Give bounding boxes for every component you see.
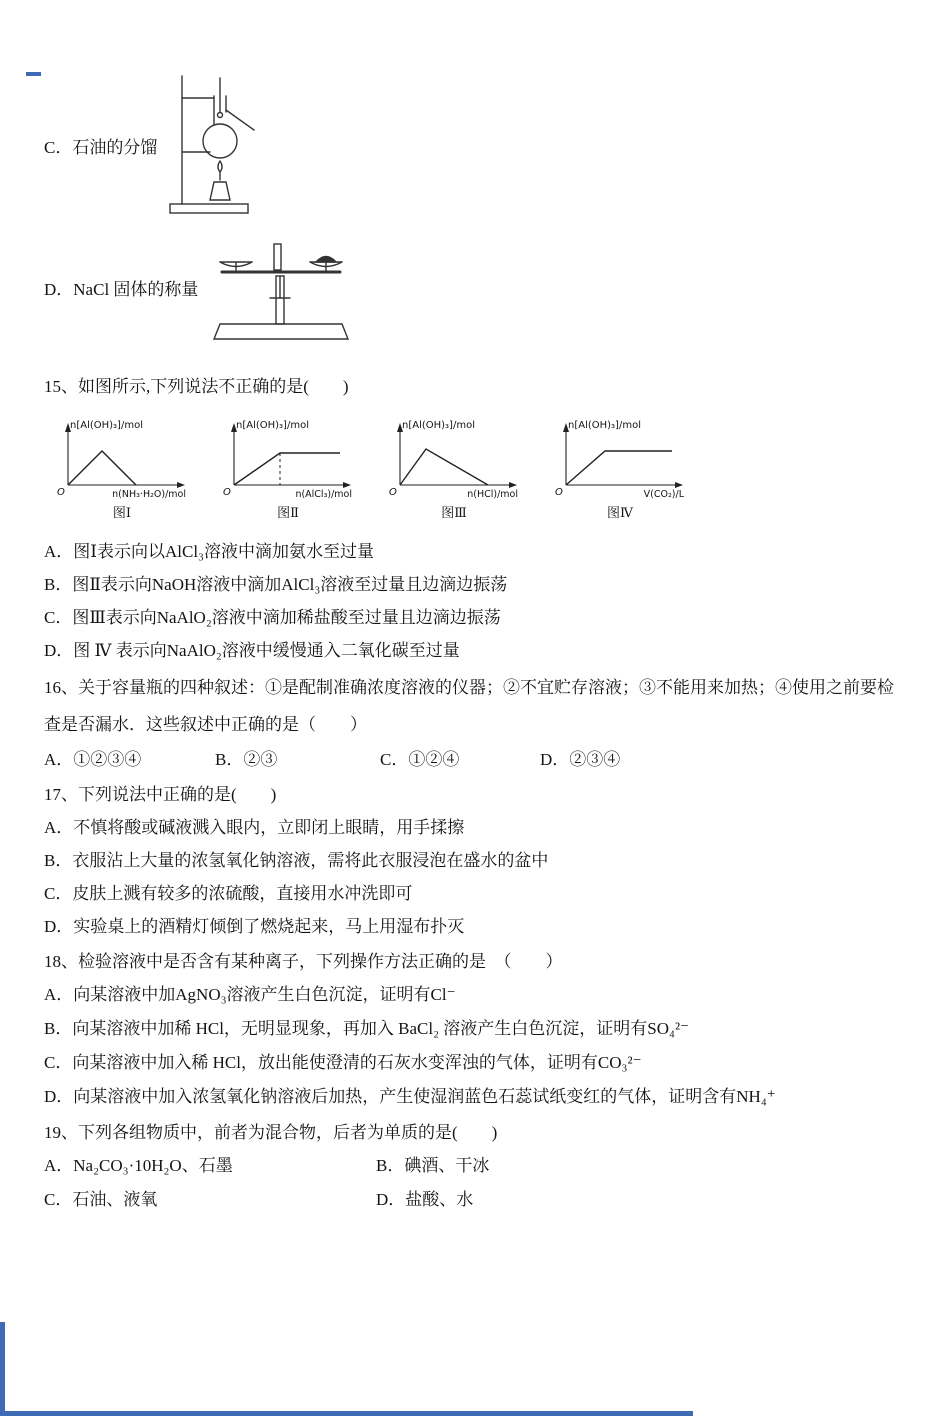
graph-4-ylabel: n[Al(OH)₃]/mol <box>568 420 641 431</box>
question-18-option-a: A．向某溶液中加AgNO₃溶液产生白色沉淀，证明有Cl⁻ <box>44 985 456 1004</box>
graph-1-xlabel: n(NH₃·H₂O)/mol <box>112 489 186 500</box>
question-15-option-d: D．图 Ⅳ 表示向NaAlO₂溶液中缓慢通入二氧化碳至过量 <box>44 641 460 660</box>
graph-1-curve <box>68 451 136 485</box>
distillation-apparatus-figure <box>166 72 262 222</box>
graph-3-origin: O <box>389 487 397 498</box>
page-border-top-dash <box>26 72 41 76</box>
option-c-label: C．石油的分馏 <box>44 137 158 157</box>
question-15-option-c: C．图Ⅲ表示向NaAlO₂溶液中滴加稀盐酸至过量且边滴边振荡 <box>44 608 501 627</box>
graph-3-curve <box>400 449 488 485</box>
option-d-label: D．NaCl 固体的称量 <box>44 279 199 299</box>
question-15-graphs <box>52 417 902 521</box>
graph-figure-3 <box>384 417 524 521</box>
question-16-option-a: A．①②③④ <box>44 750 142 769</box>
graph-2-xlabel: n(AlCl₃)/mol <box>295 489 352 500</box>
graph-4-xlabel: V(CO₂)/L <box>643 489 684 500</box>
question-18-option-c: C．向某溶液中加入稀 HCl，放出能使澄清的石灰水变浑浊的气体，证明有CO₃²⁻ <box>44 1053 642 1072</box>
question-17-option-b: B．衣服沾上大量的浓氢氧化钠溶液，需将此衣服浸泡在盛水的盆中 <box>44 851 549 870</box>
question-16-stem: 16、关于容量瓶的四种叙述：①是配制准确浓度溶液的仪器；②不宜贮存溶液；③不能用来加热；④使用之前要检查是否漏水．这些叙述中正确的是（ ） <box>44 678 894 734</box>
graph-3-ylabel: n[Al(OH)₃]/mol <box>402 420 475 431</box>
question-18-option-d: D．向某溶液中加入浓氢氧化钠溶液后加热，产生使湿润蓝色石蕊试纸变红的气体，证明含有NH₄⁺ <box>44 1087 776 1106</box>
question-17-option-c: C．皮肤上溅有较多的浓硫酸，直接用水冲洗即可 <box>44 884 413 903</box>
option-d-figure-row <box>44 236 902 342</box>
exam-page <box>0 72 950 1217</box>
graph-4-origin: O <box>555 487 563 498</box>
question-17-stem: 17、下列说法中正确的是( ) <box>44 785 277 804</box>
question-16-option-b: B．②③ <box>215 750 278 769</box>
graph-3-xlabel: n(HCl)/mol <box>467 489 518 500</box>
graph-1-origin: O <box>57 487 65 498</box>
graph-3-caption: 图Ⅲ <box>441 505 467 520</box>
graph-2-curve <box>234 453 340 485</box>
page-border-bottom <box>0 1411 693 1416</box>
graph-figure-4 <box>550 417 690 521</box>
question-19-stem: 19、下列各组物质中，前者为混合物，后者为单质的是( ) <box>44 1123 498 1142</box>
graph-2-ylabel: n[Al(OH)₃]/mol <box>236 420 309 431</box>
question-18-option-b: B．向某溶液中加稀 HCl，无明显现象，再加入 BaCl₂ 溶液产生白色沉淀，证明有SO₄²⁻ <box>44 1019 690 1038</box>
question-17-option-a: A．不慎将酸或碱液溅入眼内，立即闭上眼睛，用手揉擦 <box>44 818 465 837</box>
question-16-options-row <box>44 743 902 776</box>
question-15-stem: 15、如图所示,下列说法不正确的是( ) <box>44 377 349 396</box>
graph-2-caption: 图Ⅱ <box>277 505 299 520</box>
question-17-option-d: D．实验桌上的酒精灯倾倒了燃烧起来，马上用湿布扑灭 <box>44 917 465 936</box>
question-19-option-b: B．碘酒、干冰 <box>376 1156 490 1175</box>
graph-1-caption: 图Ⅰ <box>112 505 132 520</box>
question-19-options-grid <box>44 1149 902 1217</box>
graph-1-ylabel: n[Al(OH)₃]/mol <box>70 420 143 431</box>
balance-scale-drawing <box>206 236 356 342</box>
graph-2-origin: O <box>223 487 231 498</box>
option-c-figure-row <box>44 72 902 222</box>
graph-figure-2 <box>218 417 358 521</box>
question-15-option-a: A．图Ⅰ表示向以AlCl₃溶液中滴加氨水至过量 <box>44 542 374 561</box>
graph-4-caption: 图Ⅳ <box>607 505 633 520</box>
page-border-left <box>0 1322 5 1416</box>
question-18-stem: 18、检验溶液中是否含有某种离子，下列操作方法正确的是 （ ） <box>44 952 563 971</box>
question-16-option-c: C．①②④ <box>380 750 460 769</box>
graph-figure-1 <box>52 417 192 521</box>
question-19-option-a: A．Na₂CO₃·10H₂O、石墨 <box>44 1156 233 1175</box>
graph-4-curve <box>566 451 672 485</box>
balance-figure <box>206 236 356 342</box>
question-16-option-d: D．②③④ <box>540 750 621 769</box>
question-15-option-b: B．图Ⅱ表示向NaOH溶液中滴加AlCl₃溶液至过量且边滴边振荡 <box>44 575 508 594</box>
distillation-apparatus-drawing <box>166 72 262 222</box>
question-19-option-c: C．石油、液氧 <box>44 1190 158 1209</box>
question-19-option-d: D．盐酸、水 <box>376 1190 474 1209</box>
